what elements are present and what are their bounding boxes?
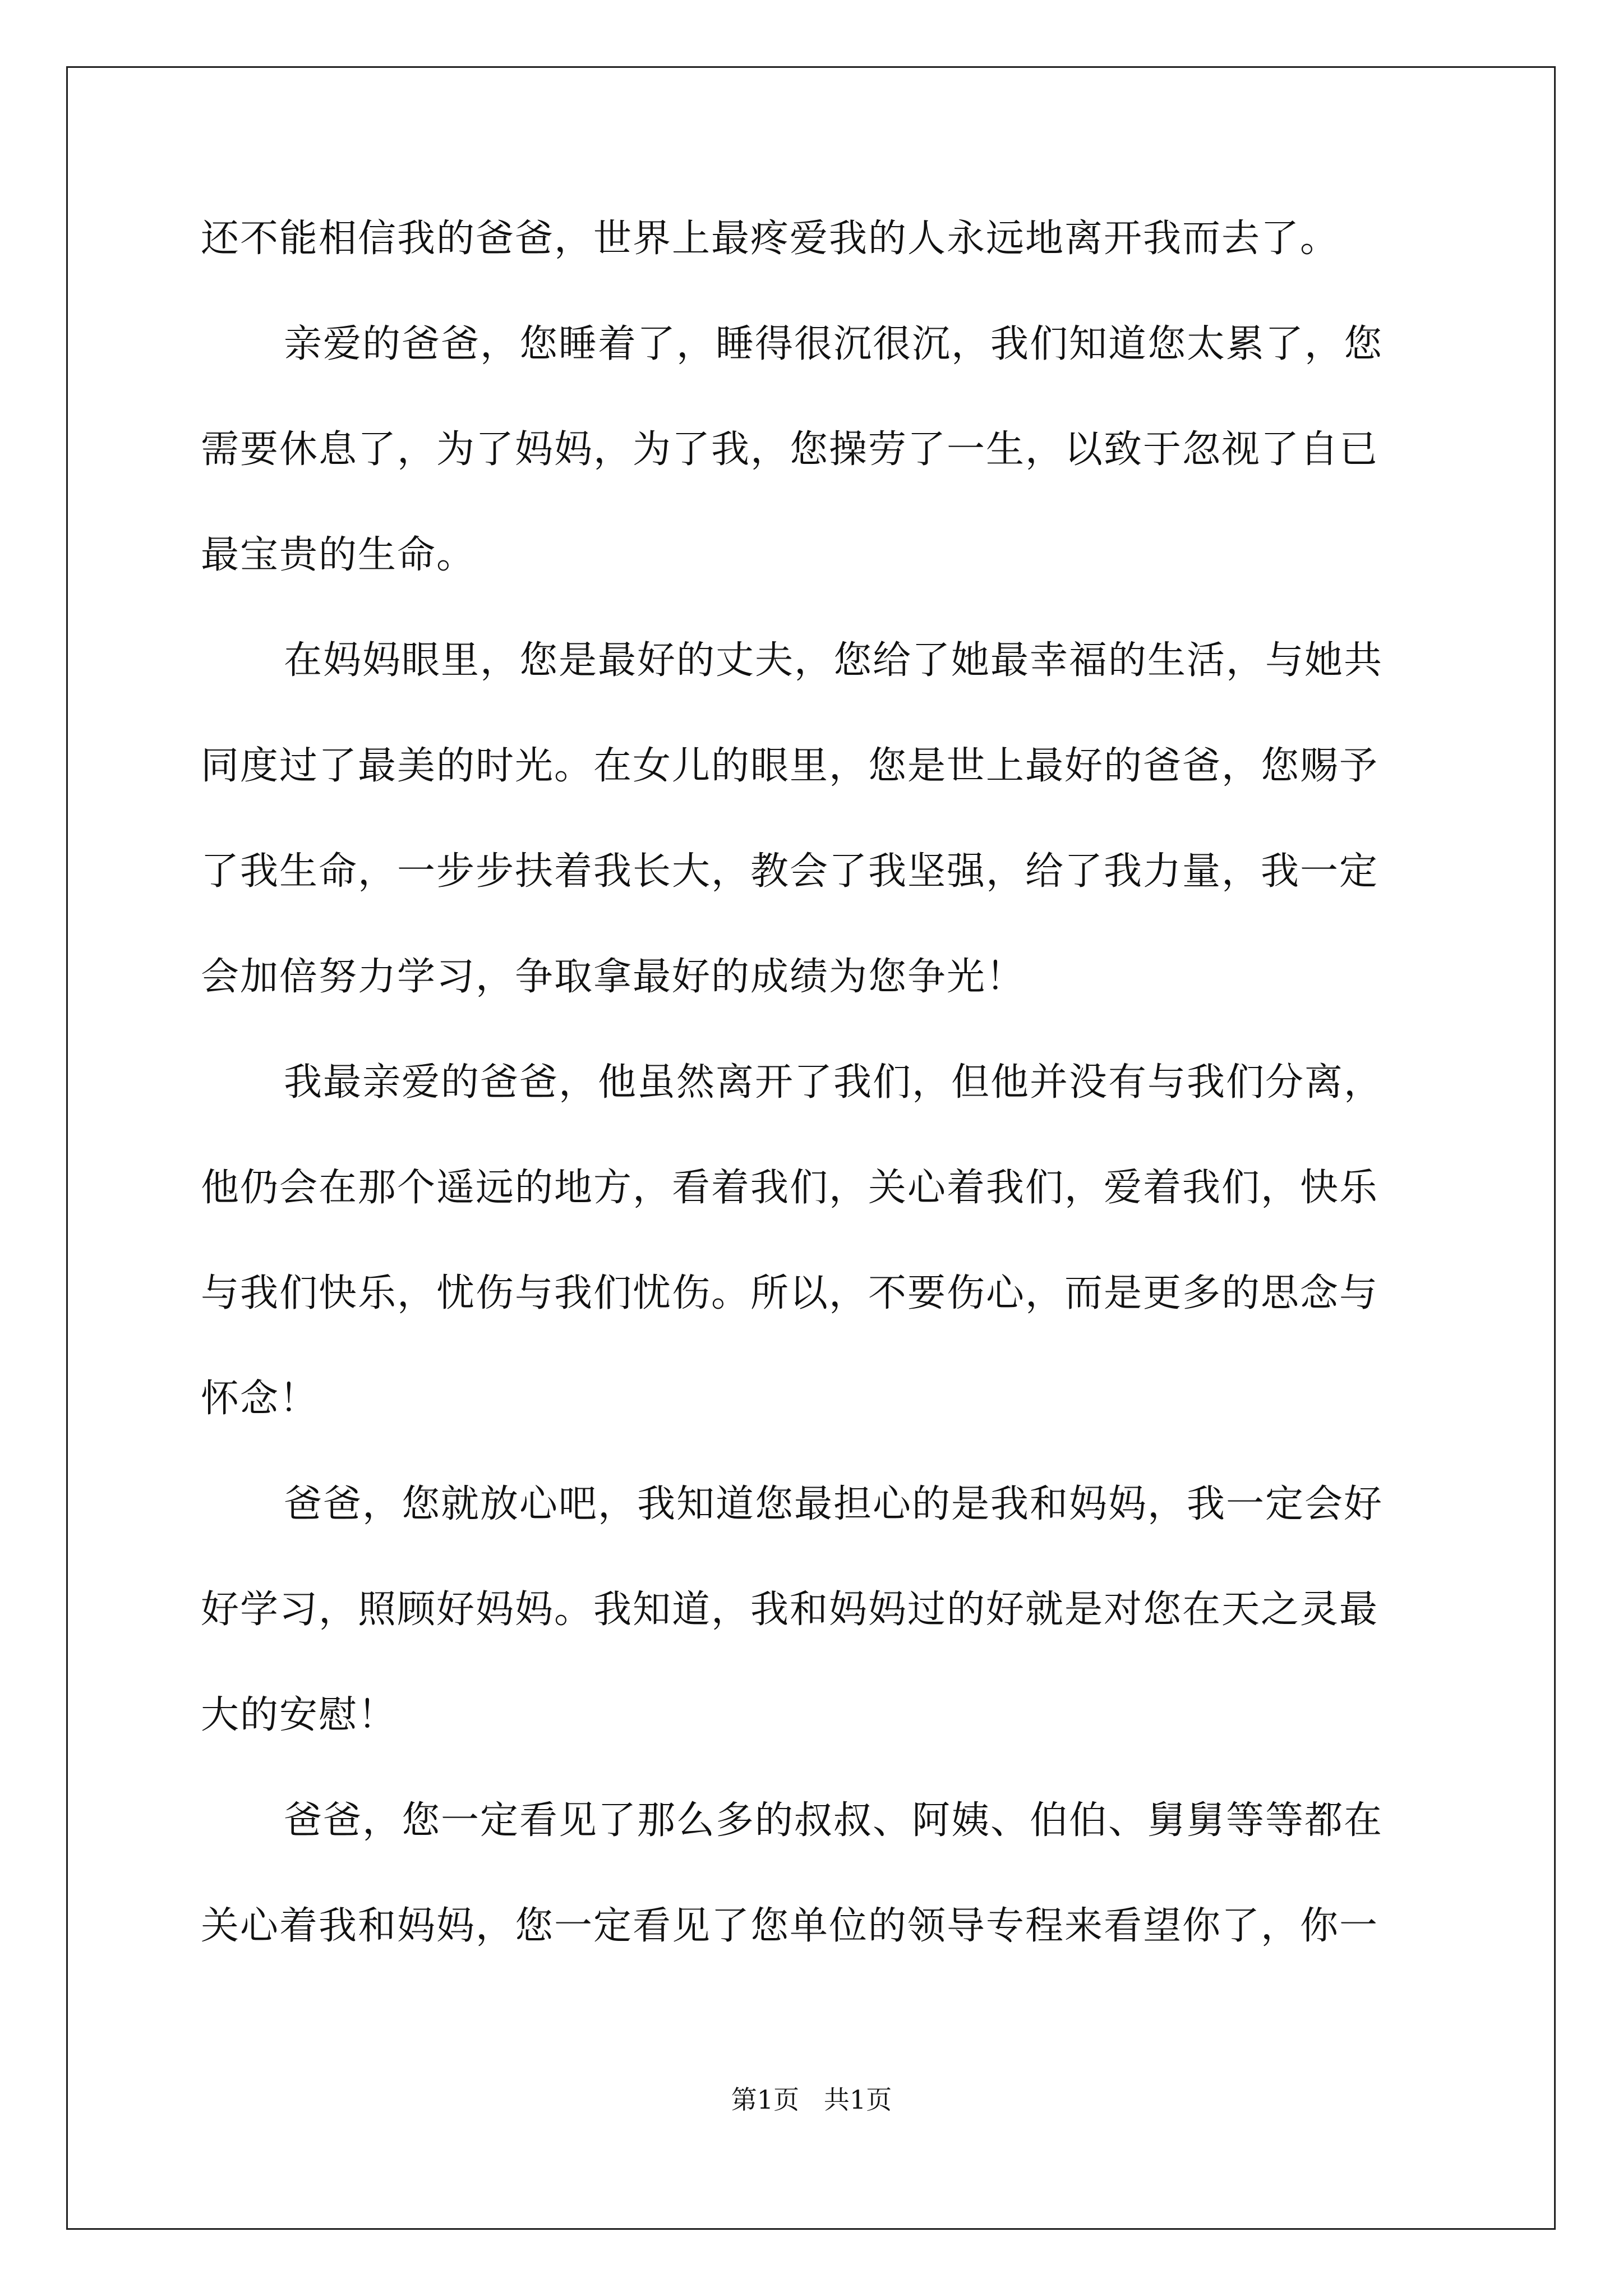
text-line: 在妈妈眼里，您是最好的丈夫，您给了她最幸福的生活，与她共 [284,638,1384,683]
text-line: 同度过了最美的时光。在女儿的眼里，您是世上最好的爸爸，您赐予 [201,744,1379,788]
text-line: 爸爸，您一定看见了那么多的叔叔、阿姨、伯伯、舅舅等等都在 [284,1798,1384,1843]
text-line: 他仍会在那个遥远的地方，看着我们，关心着我们，爱着我们，快乐 [201,1166,1379,1210]
text-line: 关心着我和妈妈，您一定看见了您单位的领导专程来看望你了，你一 [201,1904,1379,1948]
page-number-footer: 第1页 共1页 [731,2085,892,2115]
text-line: 需要休息了，为了妈妈，为了我，您操劳了一生，以致于忽视了自已 [201,427,1379,472]
text-line: 大的安慰！ [201,1693,398,1737]
text-line: 最宝贵的生命。 [201,533,476,577]
text-line: 了我生命，一步步扶着我长大，教会了我坚强，给了我力量，我一定 [201,849,1379,894]
text-line: 与我们快乐，忧伤与我们忧伤。所以，不要伤心，而是更多的思念与 [201,1271,1379,1315]
text-line: 亲爱的爸爸，您睡着了，睡得很沉很沉，我们知道您太累了，您 [284,322,1384,366]
text-line: 我最亲爱的爸爸，他虽然离开了我们，但他并没有与我们分离， [284,1060,1384,1105]
text-line: 怀念！ [201,1377,319,1421]
text-line: 还不能相信我的爸爸，世界上最疼爱我的人永远地离开我而去了。 [201,217,1340,261]
text-line: 会加倍努力学习，争取拿最好的成绩为您争光！ [201,955,1026,999]
text-line: 好学习，照顾好妈妈。我知道，我和妈妈过的好就是对您在天之灵最 [201,1588,1379,1632]
text-line: 爸爸，您就放心吧，我知道您最担心的是我和妈妈，我一定会好 [284,1482,1384,1526]
